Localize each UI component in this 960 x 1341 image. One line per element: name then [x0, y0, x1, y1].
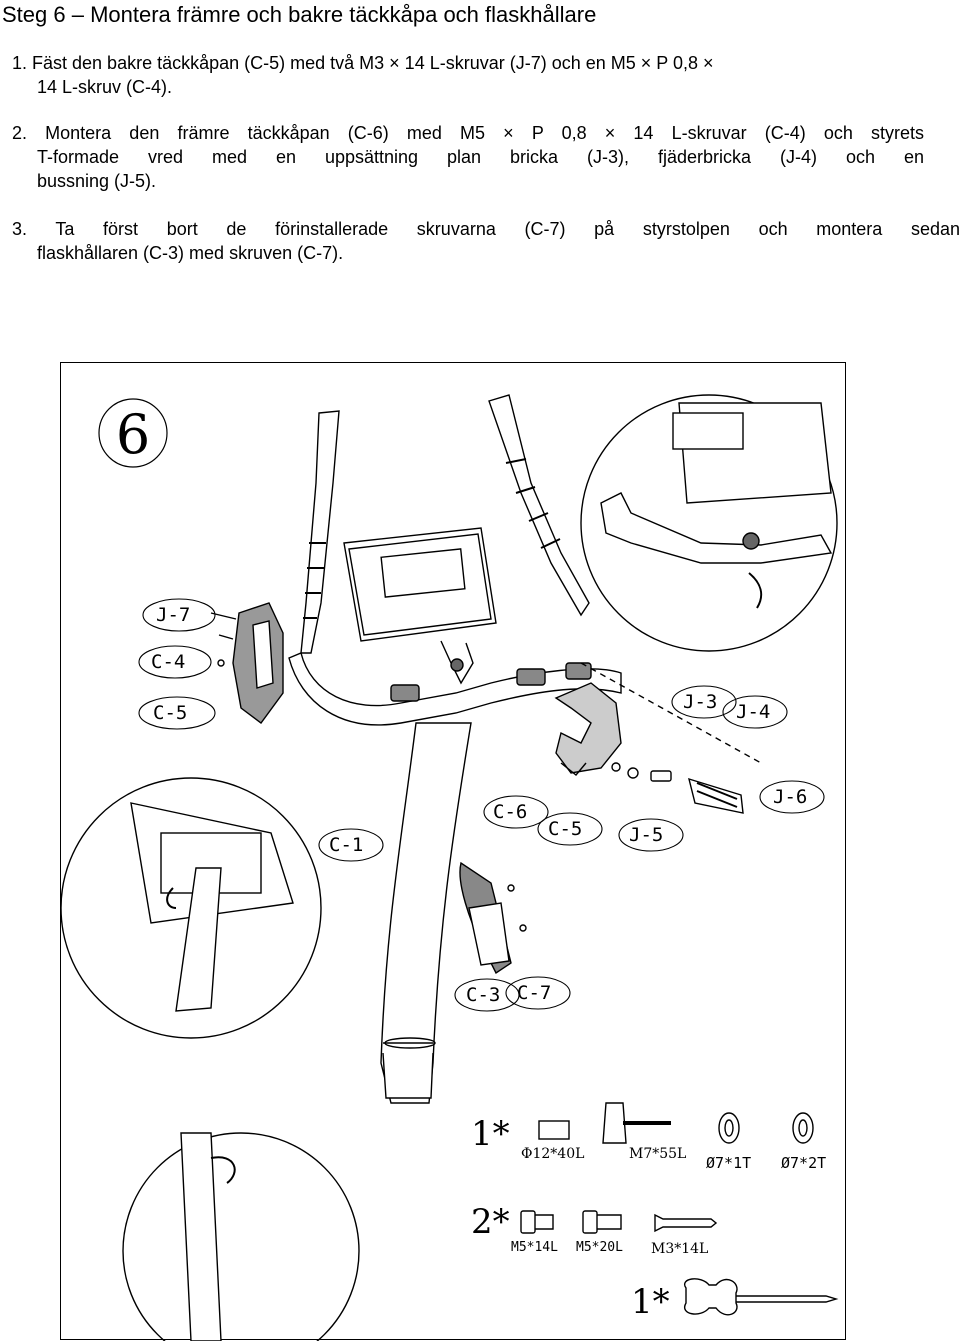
- hardware-qty-3: 1*: [631, 1282, 670, 1322]
- assembly-figure: [60, 362, 846, 1340]
- step-1-text: [12, 51, 922, 99]
- hardware-spec-5: M5*14L: [511, 1240, 558, 1255]
- rear-cover-c5: [211, 603, 283, 723]
- label-j5: J-5: [629, 824, 664, 846]
- step-2-line-1: 2. Montera den främre täckkåpan (C-6) med M5 × P 0,8 × 14 L-skruvar (C-4) och styrets: [12, 123, 924, 143]
- detail-circle-rear: [61, 778, 321, 1038]
- label-c5-left: C-5: [153, 702, 188, 724]
- label-j4: J-4: [736, 701, 771, 723]
- bottle-holder: [460, 863, 526, 973]
- step-3-line-2: flaskhållaren (C-3) med skruven (C-7).: [37, 243, 344, 263]
- hardware-spec-6: M5*20L: [576, 1240, 623, 1255]
- hardware-qty-2: 2*: [471, 1202, 510, 1242]
- step-1-line-1: 1. Fäst den bakre täckkåpan (C-5) med två M3 × 14 L-skruvar (J-7) och en M5 × P 0,8 ×: [12, 53, 714, 73]
- step-2-line-3: bussning (J-5).: [37, 171, 157, 191]
- label-j6: J-6: [773, 786, 808, 808]
- label-c6: C-6: [493, 801, 528, 823]
- hardware-list: [471, 1103, 836, 1322]
- hardware-spec-7: M3*14L: [651, 1241, 709, 1257]
- label-c4: C-4: [151, 651, 186, 673]
- main-post-c1: [381, 723, 471, 1103]
- label-c3: C-3: [466, 984, 501, 1006]
- label-j3: J-3: [683, 691, 718, 713]
- step-number: 6: [115, 403, 151, 466]
- page-title: Steg 6 – Montera främre och bakre täckkåpa och flaskhållare: [2, 2, 597, 27]
- step-3-text: [12, 217, 960, 265]
- label-c5-mid: C-5: [548, 818, 583, 840]
- step-3-line-1: 3. Ta först bort de förinstallerade skruvarna (C-7) på styrstolpen och montera sedan: [12, 219, 960, 239]
- label-j7: J-7: [156, 604, 191, 626]
- hardware-spec-1: Φ12*40L: [521, 1146, 585, 1162]
- step-2-text: [12, 121, 924, 193]
- label-c7: C-7: [517, 982, 552, 1004]
- detail-circle-post: [123, 1133, 359, 1341]
- console: [344, 528, 496, 683]
- hardware-spec-2: M7*55L: [629, 1146, 687, 1162]
- label-c1: C-1: [329, 834, 364, 856]
- hardware-spec-3: Ø7*1T: [706, 1154, 752, 1172]
- front-cover-c6: [556, 683, 621, 775]
- hardware-spec-4: Ø7*2T: [781, 1154, 827, 1172]
- step-1-line-2: 14 L-skruv (C-4).: [37, 77, 173, 97]
- step-2-line-2: T-formade vred med en uppsättning plan bricka (J-3), fjäderbricka (J-4) och en: [37, 147, 924, 167]
- step-number-badge: [99, 399, 167, 467]
- detail-circle-console: [581, 395, 837, 651]
- hardware-qty-1: 1*: [471, 1114, 510, 1154]
